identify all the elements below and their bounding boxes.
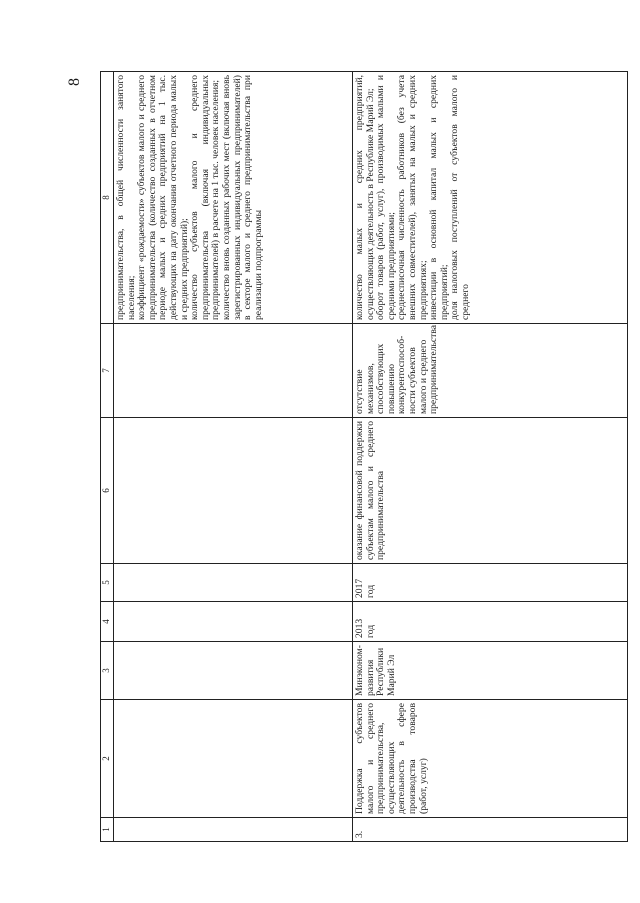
indicator-item: среднесписочная численность работников (без учета внешних совместителей), занятых на малых и средних предприятиях;: [396, 75, 429, 320]
program-table: [100, 71, 628, 842]
indicator-item: количество малых и средних предприятий, осуществляющих деятельность в Республике Марий Эл;: [354, 75, 376, 320]
col-header: 5: [101, 564, 114, 602]
indicator-item: предпринимательства, в общей численности занятого населения;: [115, 75, 137, 320]
indicator-item: количество субъектов малого и среднего предпринимательства (включая индивидуальных предпринимателей) в расчете на 1 тыс. человек населения;: [189, 75, 222, 320]
cell-start: 2013 год: [353, 602, 628, 642]
cell-end: 2017 год: [353, 564, 628, 602]
col-header: 4: [101, 602, 114, 642]
cell-empty: [114, 564, 353, 602]
cell-empty: [114, 818, 353, 842]
col-header: 8: [101, 72, 114, 324]
cell-empty: [114, 602, 353, 642]
cell-consequences: отсутствие механизмов, способствующих повышению конкурентоспособ-ности субъектов малого и среднего предпринимательства: [353, 324, 628, 418]
col-header: 2: [101, 700, 114, 818]
page-number: 8: [66, 78, 83, 86]
cell-indicators: [353, 72, 628, 324]
cell-empty: [114, 418, 353, 564]
indicator-item: инвестиции в основной капитал малых и средних предприятий;: [428, 75, 450, 320]
table-row: [114, 72, 353, 842]
col-header: 7: [101, 324, 114, 418]
cell-empty: [114, 324, 353, 418]
col-header: 3: [101, 642, 114, 700]
cell-num: 3.: [353, 818, 628, 842]
indicator-item: коэффициент «рождаемости» субъектов малого и среднего предпринимательства (количество созданных в отчетном периоде малых и средних предприятий на 1 тыс. действующих на дату окончания отчетного периода малых и средних предприятий);: [136, 75, 190, 320]
col-header: 6: [101, 418, 114, 564]
cell-empty: [114, 700, 353, 818]
cell-name: Поддержка субъектов малого и среднего предпринимательства, осуществляющих деятельность в сфере производства товаров (работ, услуг): [353, 700, 628, 818]
indicator-item: количество вновь созданных рабочих мест (включая вновь зарегистрированных индивидуальных предпринимателей) в секторе малого и среднего предпринимательства при реализации подпрограммы: [220, 75, 264, 320]
table-row: [353, 72, 628, 842]
indicator-item: оборот товаров (работ, услуг), производимых малыми и средними предприятиями;: [375, 75, 397, 320]
cell-executor: Минэконом-развития Республики Марий Эл: [353, 642, 628, 700]
indicator-item: доля налоговых поступлений от субъектов малого и среднего: [449, 75, 471, 320]
cell-empty: [114, 642, 353, 700]
col-header: 1: [101, 818, 114, 842]
cell-indicators: [114, 72, 353, 324]
header-row: [101, 72, 114, 842]
rotated-table-container: [100, 72, 624, 842]
cell-result: оказание финансовой поддержки субъектам малого и среднего предпринимательства: [353, 418, 628, 564]
